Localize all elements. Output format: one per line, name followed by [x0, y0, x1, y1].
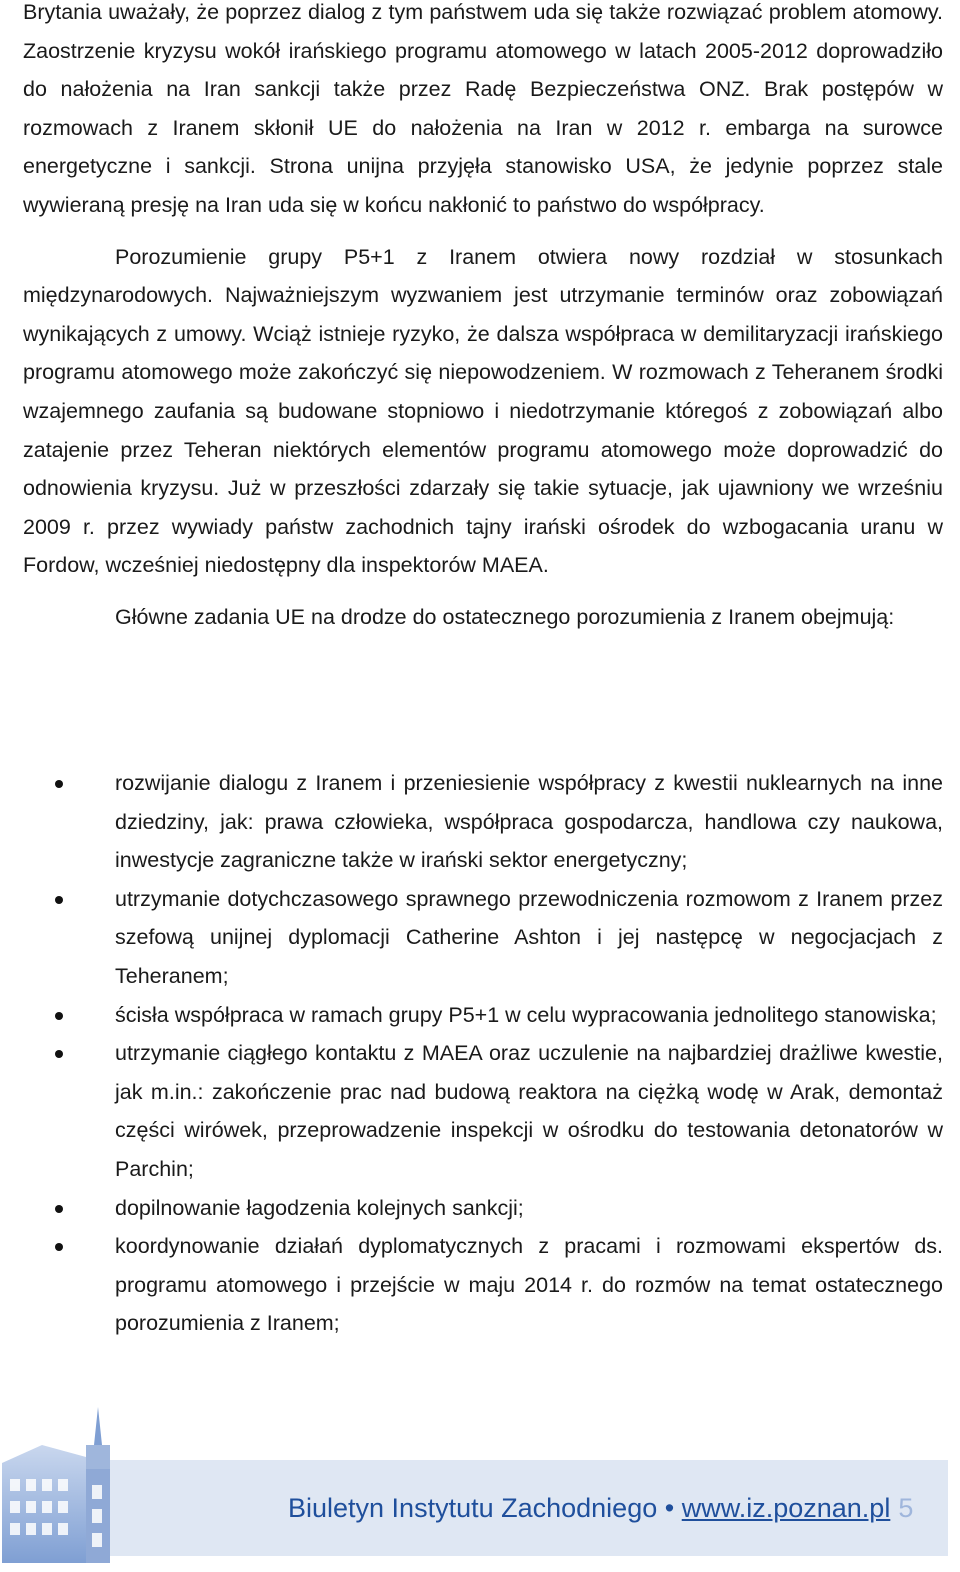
bullet-icon [55, 1050, 63, 1058]
list-item-text: dopilnowanie łagodzenia kolejnych sankcji; [115, 1195, 524, 1220]
institute-logo-icon [2, 1405, 110, 1563]
list-item [23, 880, 943, 996]
paragraph-1: Brytania uważały, że poprzez dialog z tym państwem uda się także rozwiązać problem atomowy. Zaostrzenie kryzysu wokół irańskiego programu atomowego w latach 2005-2012 doprowadziło do nałożenia na Iran sankcji także przez Radę Bezpieczeństwa ONZ. Brak postępów w rozmowach z Iranem skłonił UE do nałożenia na Iran w 2012 r. embarga na surowce energetyczne i sankcji. Strona unijna przyjęła stanowisko USA, że jedynie poprzez stale wywieraną presję na Iran uda się w końcu nakłonić to państwo do współpracy. [23, 0, 943, 217]
bullet-icon [55, 896, 63, 904]
tasks-list [23, 764, 943, 1343]
list-item-text: ścisła współpraca w ramach grupy P5+1 w celu wypracowania jednolitego stanowiska; [115, 1002, 937, 1027]
bullet-icon [55, 780, 63, 788]
list-item-text: koordynowanie działań dyplomatycznych z pracami i rozmowami ekspertów ds. programu atomowego i przejście w maju 2014 r. do rozmów na temat ostatecznego porozumienia z Iranem; [115, 1234, 943, 1336]
list-item [23, 764, 943, 880]
list-item [23, 1227, 943, 1343]
list-item-text: rozwijanie dialogu z Iranem i przeniesienie współpracy z kwestii nuklearnych na inne dziedziny, jak: prawa człowieka, współpraca gospodarcza, handlowa czy naukowa, inwestycje zagraniczne także w irański sektor energetyczny; [115, 771, 943, 873]
body-text [23, 0, 943, 637]
list-item-text: utrzymanie dotychczasowego sprawnego przewodniczenia rozmowom z Iranem przez szefową unijnej dyplomacji Catherine Ashton i jej następcę w negocjacjach z Teheranem; [115, 886, 943, 988]
bullet-icon [55, 1012, 63, 1020]
footer-separator: • [664, 1493, 675, 1523]
footer [288, 1486, 913, 1530]
paragraph-2: Porozumienie grupy P5+1 z Iranem otwiera nowy rozdział w stosunkach międzynarodowych. Najważniejszym wyzwaniem jest utrzymanie terminów oraz zobowiązań wynikających z umowy. Wciąż istnieje ryzyko, że dalsza współpraca w demilitaryzacji irańskiego programu atomowego może zakończyć się niepowodzeniem. W rozmowach z Teheranem środki wzajemnego zaufania są budowane stopniowo i niedotrzymanie któregoś z zobowiązań albo zatajenie przez Teheran niektórych elementów programu atomowego może doprowadzić do odnowienia kryzysu. Już w przeszłości zdarzały się takie sytuacje, jak ujawniony we wrześniu 2009 r. przez wywiady państw zachodnich tajny irański ośrodek do wzbogacania uranu w Fordow, wcześniej niedostępny dla inspektorów MAEA. [23, 244, 943, 578]
bullet-icon [55, 1205, 63, 1213]
list-item [23, 1189, 943, 1228]
page-number: 5 [898, 1493, 914, 1523]
list-item [23, 1034, 943, 1188]
list-item [23, 996, 943, 1035]
list-item-text: utrzymanie ciągłego kontaktu z MAEA oraz uczulenie na najbardziej drażliwe kwestie, jak m.in.: zakończenie prac nad budową reaktora na ciężką wodę w Arak, demontaż części wirówek, przeprowadzenie inspekcji w ośrodku do testowania detonatorów w Parchin; [115, 1041, 943, 1181]
website-link[interactable]: www.iz.poznan.pl [681, 1493, 891, 1523]
publication-name: Biuletyn Instytutu Zachodniego [288, 1493, 658, 1523]
bullet-icon [55, 1243, 63, 1251]
paragraph-3: Główne zadania UE na drodze do ostatecznego porozumienia z Iranem obejmują: [115, 604, 895, 629]
